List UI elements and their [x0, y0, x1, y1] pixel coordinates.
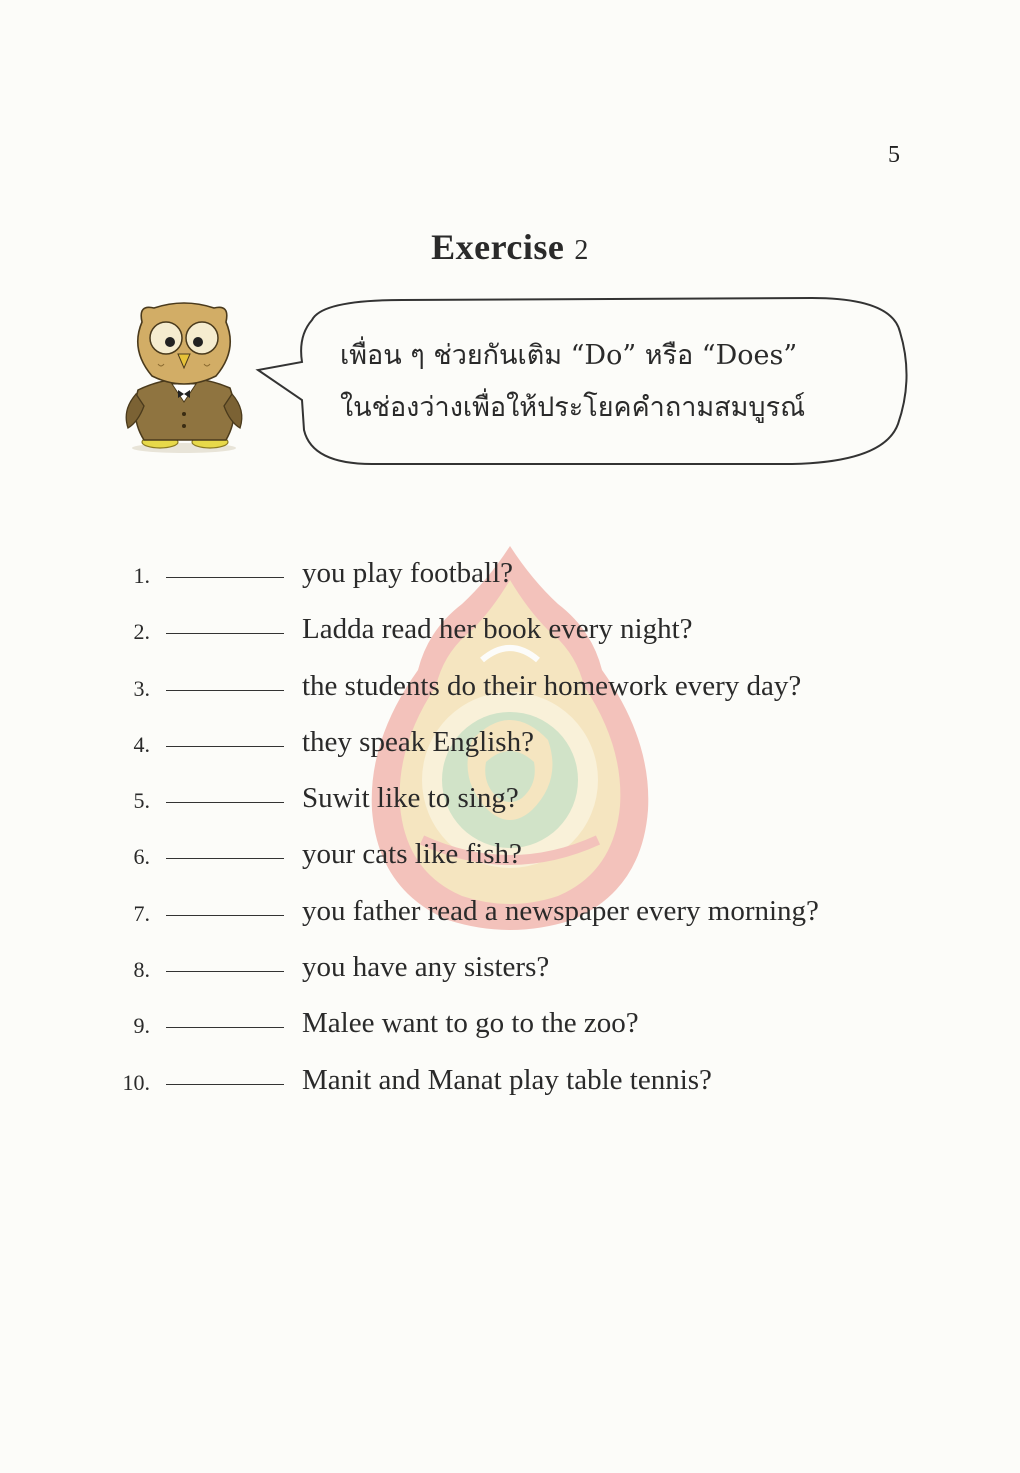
item-number: 7. — [133, 900, 150, 926]
item-sentence: Manit and Manat play table tennis? — [302, 1063, 712, 1096]
exercise-list — [100, 549, 960, 1112]
answer-blank[interactable] — [166, 549, 284, 578]
item-sentence: your cats like fish? — [302, 838, 522, 871]
item-number: 1. — [133, 563, 150, 588]
item-number: 2. — [133, 619, 150, 645]
item-number: 4. — [133, 731, 150, 757]
item-sentence: they speak English? — [302, 725, 534, 758]
exercise-item — [100, 549, 960, 605]
owl-mascot-icon — [118, 298, 258, 453]
item-number: 8. — [133, 957, 150, 983]
exercise-item — [100, 774, 960, 830]
page-number: 5 — [888, 142, 900, 168]
item-number: 9. — [133, 1013, 150, 1039]
answer-blank[interactable] — [166, 662, 284, 691]
instruction-line-2: ในช่องว่างเพื่อให้ประโยคคำถามสมบูรณ์ — [340, 392, 806, 423]
exercise-item — [100, 1056, 960, 1112]
exercise-item — [100, 999, 960, 1055]
item-number: 10. — [122, 1069, 150, 1095]
item-number: 5. — [133, 788, 150, 814]
exercise-item — [100, 718, 960, 774]
speech-bubble-text — [340, 330, 880, 434]
exercise-item — [100, 943, 960, 999]
exercise-item — [100, 605, 960, 661]
exercise-title-number: 2 — [574, 235, 589, 266]
item-number: 3. — [133, 675, 150, 701]
answer-blank[interactable] — [166, 943, 284, 972]
exercise-item — [100, 887, 960, 943]
answer-blank[interactable] — [166, 887, 284, 916]
exercise-item — [100, 662, 960, 718]
answer-blank[interactable] — [166, 774, 284, 803]
item-sentence: Suwit like to sing? — [302, 782, 519, 815]
item-sentence: you have any sisters? — [302, 951, 550, 984]
exercise-title-label: Exercise — [431, 227, 565, 267]
instruction-line-1: เพื่อน ๆ ช่วยกันเติม “Do” หรือ “Does” — [340, 340, 798, 371]
exercise-title — [0, 226, 1020, 268]
answer-blank[interactable] — [166, 830, 284, 859]
exercise-item — [100, 830, 960, 886]
answer-blank[interactable] — [166, 1056, 284, 1085]
item-sentence: Malee want to go to the zoo? — [302, 1007, 639, 1040]
answer-blank[interactable] — [166, 718, 284, 747]
item-sentence: you father read a newspaper every morning? — [302, 894, 819, 927]
item-sentence: Ladda read her book every night? — [302, 613, 693, 646]
answer-blank[interactable] — [166, 605, 284, 634]
item-sentence: you play football? — [302, 557, 514, 589]
item-sentence: the students do their homework every day? — [302, 669, 802, 702]
answer-blank[interactable] — [166, 999, 284, 1028]
item-number: 6. — [133, 844, 150, 870]
